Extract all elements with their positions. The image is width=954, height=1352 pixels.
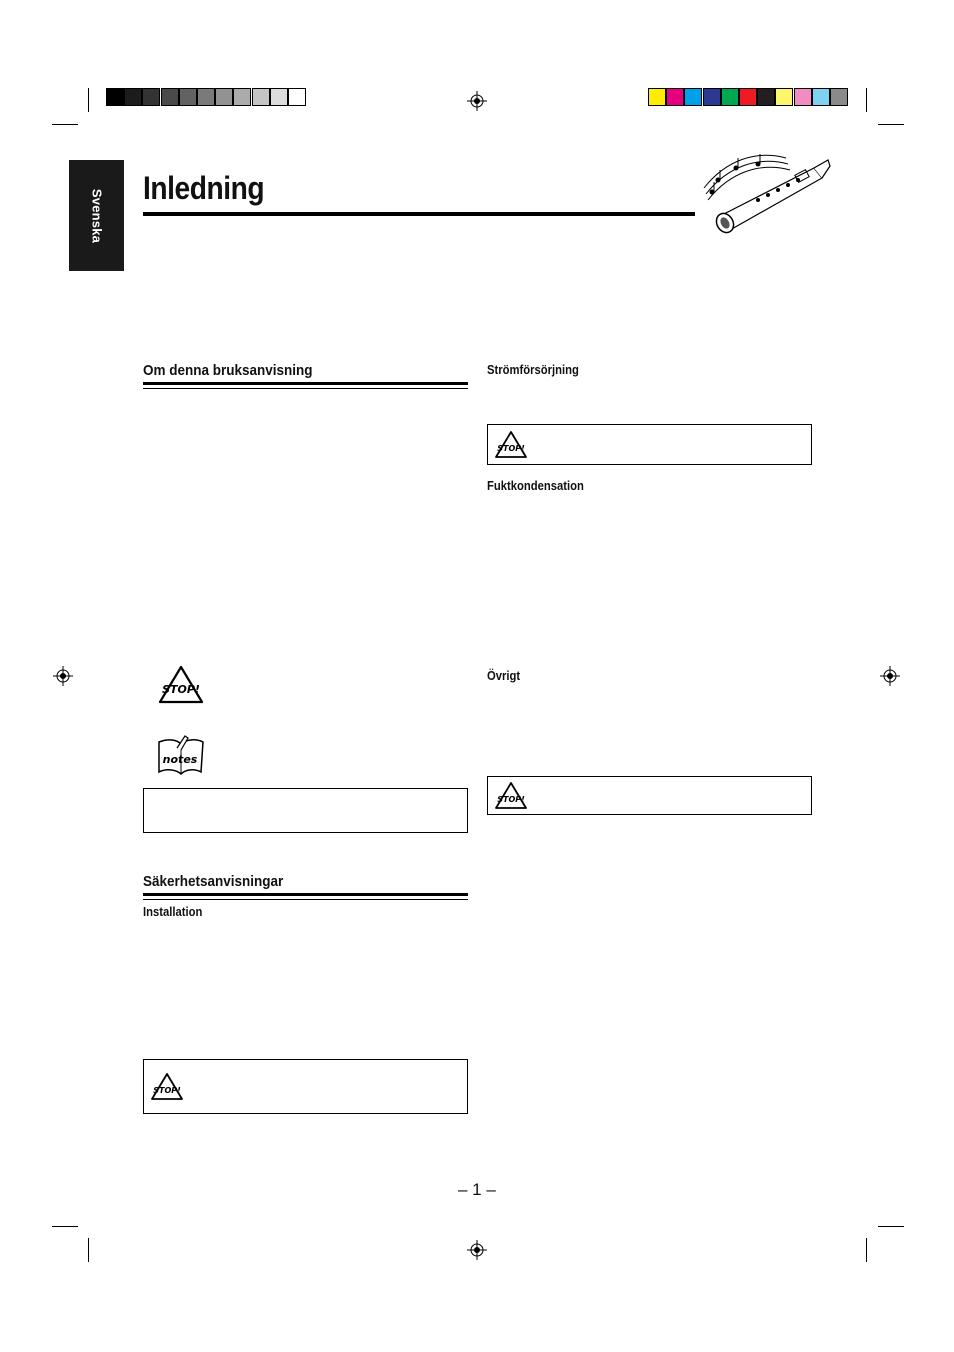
calibration-swatch bbox=[215, 88, 233, 106]
svg-text:STOP!: STOP! bbox=[497, 444, 525, 453]
calibration-swatch bbox=[288, 88, 306, 106]
crop-mark bbox=[878, 1226, 904, 1227]
stop-warning-icon bbox=[494, 430, 528, 460]
language-tab-label: Svenska bbox=[89, 188, 104, 243]
svg-text:STOP!: STOP! bbox=[153, 1086, 181, 1095]
calibration-swatch bbox=[721, 88, 739, 106]
svg-text:notes: notes bbox=[162, 753, 198, 766]
warning-box-other bbox=[487, 776, 812, 815]
stop-warning-icon bbox=[150, 1072, 184, 1102]
calibration-swatch bbox=[812, 88, 830, 106]
calibration-swatch bbox=[794, 88, 812, 106]
stop-warning-icon bbox=[156, 664, 206, 706]
crop-mark bbox=[866, 1238, 867, 1262]
subheading-other: Övrigt bbox=[487, 669, 521, 683]
warning-box-installation bbox=[143, 1059, 468, 1114]
calibration-swatch bbox=[684, 88, 702, 106]
svg-text:STOP!: STOP! bbox=[497, 795, 525, 804]
subheading-installation: Installation bbox=[143, 905, 203, 919]
page-title: Inledning bbox=[143, 170, 265, 206]
crop-mark bbox=[866, 88, 867, 112]
calibration-swatch bbox=[270, 88, 288, 106]
calibration-swatch bbox=[233, 88, 251, 106]
calibration-swatch bbox=[197, 88, 215, 106]
flute-illustration-icon bbox=[696, 150, 836, 240]
language-tab bbox=[69, 160, 124, 271]
crop-mark bbox=[878, 124, 904, 125]
calibration-swatch bbox=[703, 88, 721, 106]
calibration-swatch bbox=[252, 88, 270, 106]
registration-target-icon bbox=[467, 1240, 487, 1260]
svg-text:STOP!: STOP! bbox=[162, 683, 200, 696]
stop-warning-icon bbox=[494, 781, 528, 811]
calibration-swatch bbox=[666, 88, 684, 106]
registration-target-icon bbox=[880, 666, 900, 686]
section-heading-about: Om denna bruksanvisning bbox=[143, 362, 313, 379]
calibration-swatch bbox=[830, 88, 848, 106]
notes-box bbox=[143, 788, 468, 833]
section-heading-safety: Säkerhetsanvisningar bbox=[143, 873, 284, 890]
title-underline bbox=[143, 212, 695, 216]
calibration-swatch bbox=[106, 88, 124, 106]
calibration-swatch bbox=[161, 88, 179, 106]
crop-mark bbox=[88, 1238, 89, 1262]
crop-mark bbox=[88, 88, 89, 112]
section-rule bbox=[143, 382, 468, 389]
page-number: – 1 – bbox=[458, 1180, 496, 1199]
registration-target-icon bbox=[53, 666, 73, 686]
calibration-swatch bbox=[775, 88, 793, 106]
calibration-swatch bbox=[648, 88, 666, 106]
crop-mark bbox=[52, 124, 78, 125]
registration-target-icon bbox=[467, 91, 487, 111]
calibration-swatch bbox=[739, 88, 757, 106]
warning-box-power bbox=[487, 424, 812, 465]
subheading-power: Strömförsörjning bbox=[487, 363, 579, 377]
crop-mark bbox=[52, 1226, 78, 1227]
subheading-condensation: Fuktkondensation bbox=[487, 479, 584, 493]
notes-book-icon bbox=[155, 734, 207, 778]
section-rule bbox=[143, 893, 468, 900]
calibration-swatch bbox=[757, 88, 775, 106]
calibration-swatch bbox=[179, 88, 197, 106]
calibration-swatch bbox=[142, 88, 160, 106]
calibration-swatch bbox=[124, 88, 142, 106]
